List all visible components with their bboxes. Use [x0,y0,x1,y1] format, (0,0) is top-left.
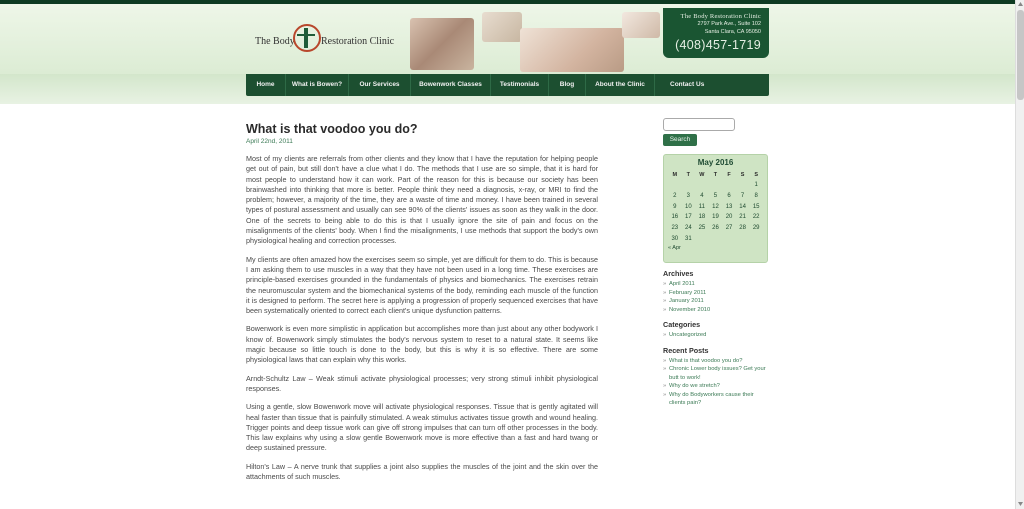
recent-post-link[interactable]: » What is that voodoo you do? [663,357,769,366]
figure-body-icon [304,28,308,48]
site-header [0,4,1024,74]
calendar-day [682,180,696,191]
calendar-widget [663,154,768,263]
calendar-week [668,212,763,223]
contact-phone: (408)457-1719 [675,38,761,52]
calendar-day: 11 [698,203,706,210]
calendar-day: 13 [725,203,733,210]
calendar-day: 7 [740,193,745,200]
weekday-header: S [740,172,745,178]
calendar-day: 9 [673,203,677,210]
contact-address-line-2: Santa Clara, CA 95050 [704,29,761,35]
calendar-day: 5 [713,193,718,200]
weekday-header: S [754,172,759,178]
calendar-day [695,180,709,191]
nav-our-services[interactable]: Our Services [349,74,411,96]
foot-treatment-photo [520,28,624,72]
archive-link[interactable]: » February 2011 [663,289,769,298]
calendar-day: 24 [685,225,692,232]
calendar-week [668,223,763,234]
calendar-day: 27 [725,225,733,232]
calendar-day: 30 [671,235,679,242]
categories-list [663,331,769,340]
scroll-down-arrow-icon[interactable] [1017,500,1024,508]
calendar-day: 25 [698,225,706,232]
calendar-day: 15 [752,203,760,210]
calendar-day: 31 [685,235,692,242]
calendar-week [668,180,763,191]
nav-blog[interactable]: Blog [549,74,586,96]
nav-what-is-bowen[interactable]: What is Bowen? [286,74,349,96]
scroll-up-arrow-icon[interactable] [1017,0,1024,8]
post-title[interactable]: What is that voodoo you do? [246,122,418,136]
archive-link[interactable]: » April 2011 [663,280,769,289]
calendar-day: 12 [712,203,719,210]
archive-link[interactable]: » January 2011 [663,297,769,306]
calendar-day: 28 [739,225,746,232]
weekday-header: T [686,172,691,178]
calendar-day: 19 [712,214,719,221]
calendar-day: 21 [739,214,746,221]
logo-text-right: Restoration Clinic [321,36,395,47]
calendar-day [749,233,763,244]
calendar-day: 6 [727,193,731,200]
post-paragraph: Arndt-Schultz Law – Weak stimuli activate physiological processes; very strong stimuli inhibit physiological responses. [246,373,598,393]
weekday-header: M [672,172,678,178]
calendar-day [736,180,750,191]
calendar-day: 2 [673,193,677,200]
archives-list [663,280,769,314]
calendar-day: 22 [752,214,760,221]
recent-post-link[interactable]: » Why do Bodyworkers cause their clients pain? [663,391,769,408]
calendar-day: 17 [685,214,692,221]
header-photo-collage [410,12,660,74]
calendar-day [722,180,736,191]
nav-testimonials[interactable]: Testimonials [491,74,549,96]
scroll-thumb[interactable] [1017,10,1024,100]
post-date: April 22nd, 2011 [246,138,293,145]
categories-heading: Categories [663,320,701,329]
calendar-day: 8 [754,193,758,200]
nav-bowenwork-classes[interactable]: Bowenwork Classes [411,74,491,96]
recent-post-link[interactable]: » Why do we stretch? [663,382,769,391]
calendar-day: 14 [739,203,746,210]
calendar-day [709,180,723,191]
recent-posts-list [663,357,769,408]
weekday-header: F [727,172,731,178]
recent-posts-heading: Recent Posts [663,345,709,355]
contact-box [663,8,769,58]
massage-photo [410,18,474,70]
calendar-day [722,233,736,244]
contact-address-line-1: 2797 Park Ave., Suite 102 [697,21,761,27]
sidebar [663,118,769,408]
calendar-day: 29 [752,225,760,232]
calendar-day: 3 [686,193,691,200]
archive-link[interactable]: » November 2010 [663,306,769,315]
archives-heading: Archives [663,269,694,278]
site-logo[interactable] [255,24,405,60]
calendar-week [668,233,763,244]
calendar-day: 18 [698,214,706,221]
calendar-day [709,233,723,244]
calendar-day: 1 [754,182,758,189]
calendar-table [668,170,763,244]
main-nav [246,74,769,96]
calendar-day: 26 [712,225,719,232]
calendar-day: 4 [700,193,704,200]
recent-post-link[interactable]: » Chronic Lower body issues? Get your butt to work! [663,365,769,382]
calendar-caption: May 2016 [697,158,734,167]
figure-arms-icon [297,34,315,36]
blog-post [246,122,598,490]
search-button[interactable]: Search [663,134,697,146]
weekday-header: W [699,172,705,178]
post-paragraph: Bowenwork is even more simplistic in application but accomplishes more than just about any other bodywork I know of. Bowenwork simply stimulates the body's nervous system to reset to a natural state. It seems like magic because so little touch is done to the body, but this is why it is so effective. There are some physiological laws that can explain why this works. [246,324,598,365]
calendar-day: 16 [671,214,679,221]
nav-home[interactable]: Home [246,74,286,96]
category-link[interactable]: » Uncategorized [663,331,769,340]
calendar-week [668,191,763,202]
page-scrollbar[interactable] [1015,0,1024,509]
post-paragraph: Hilton's Law – A nerve trunk that supplies a joint also supplies the muscles of the joint and the skin over the attachments of such muscles. [246,461,598,482]
nav-contact-us[interactable]: Contact Us [670,81,705,88]
calendar-day: 23 [671,225,679,232]
calendar-day [736,233,750,244]
hand-photo [622,12,660,38]
treatment-photo [482,12,522,42]
weekday-header: T [713,172,718,178]
calendar-week [668,201,763,212]
logo-text-left: The Body [255,36,295,47]
calendar-day: 20 [725,214,733,221]
post-body [246,154,598,482]
search-input[interactable] [663,118,735,131]
post-paragraph: Most of my clients are referrals from other clients and they know that I have the reputation for helping people get out of pain, but still don't have a clue what I do. The methods that I use are so simple, that it is hard for most people to understand how it can work. Part of the reason for this is because our society has been brainwashed into thinking that more is better. People think they need a diagnosis, x-ray, or MRI to find the problem; however, a majority of the time, they are a waste of time and money. I have been trained in several types of postural assessment and usually can see 90% of the clients' issues as soon as they walk in the door. One of the secrets to being able to do this is that I usually ignore the site of pain and focus on the misalignments of the clients' body. When I find the misalignments, I use methods that support the body's own physiological healing and correction processes. [246,154,598,246]
calendar-prev-month-link[interactable]: « Apr [668,245,681,252]
contact-clinic-name: The Body Restoration Clinic [680,13,761,20]
calendar-day [695,233,709,244]
calendar-day [668,180,682,191]
post-paragraph: Using a gentle, slow Bowenwork move will activate physiological responses. Tissue that is gently agitated will heal faster than tissue that is painfully stimulated. A weak stimulus activates tissue growth and wound healing. Trigger points and deep tissue work can give off strong impulses that can turn off other processes in the body. This law explains why using a slow gentle Bowenwork move is more effective than a fast and hard twang or deep sustained pressure. [246,402,598,453]
post-paragraph: My clients are often amazed how the exercises seem so simple, yet are difficult for them to do. This is because I am asking them to use muscles in a way that they have not been used in a long time. These exercises are principle-based exercises grounded in the fundamentals of physics and biomechanics. The exercises retrain the neuromuscular system and the biomechanical systems of the body, reminding each muscle of the function it is designed to perform. The secret here is applying a progression of properly sequenced exercises that have been systematically oriented to correct each client's unique dysfunction patterns. [246,254,598,316]
nav-about-clinic[interactable]: About the Clinic [586,74,655,96]
calendar-day: 10 [685,203,692,210]
